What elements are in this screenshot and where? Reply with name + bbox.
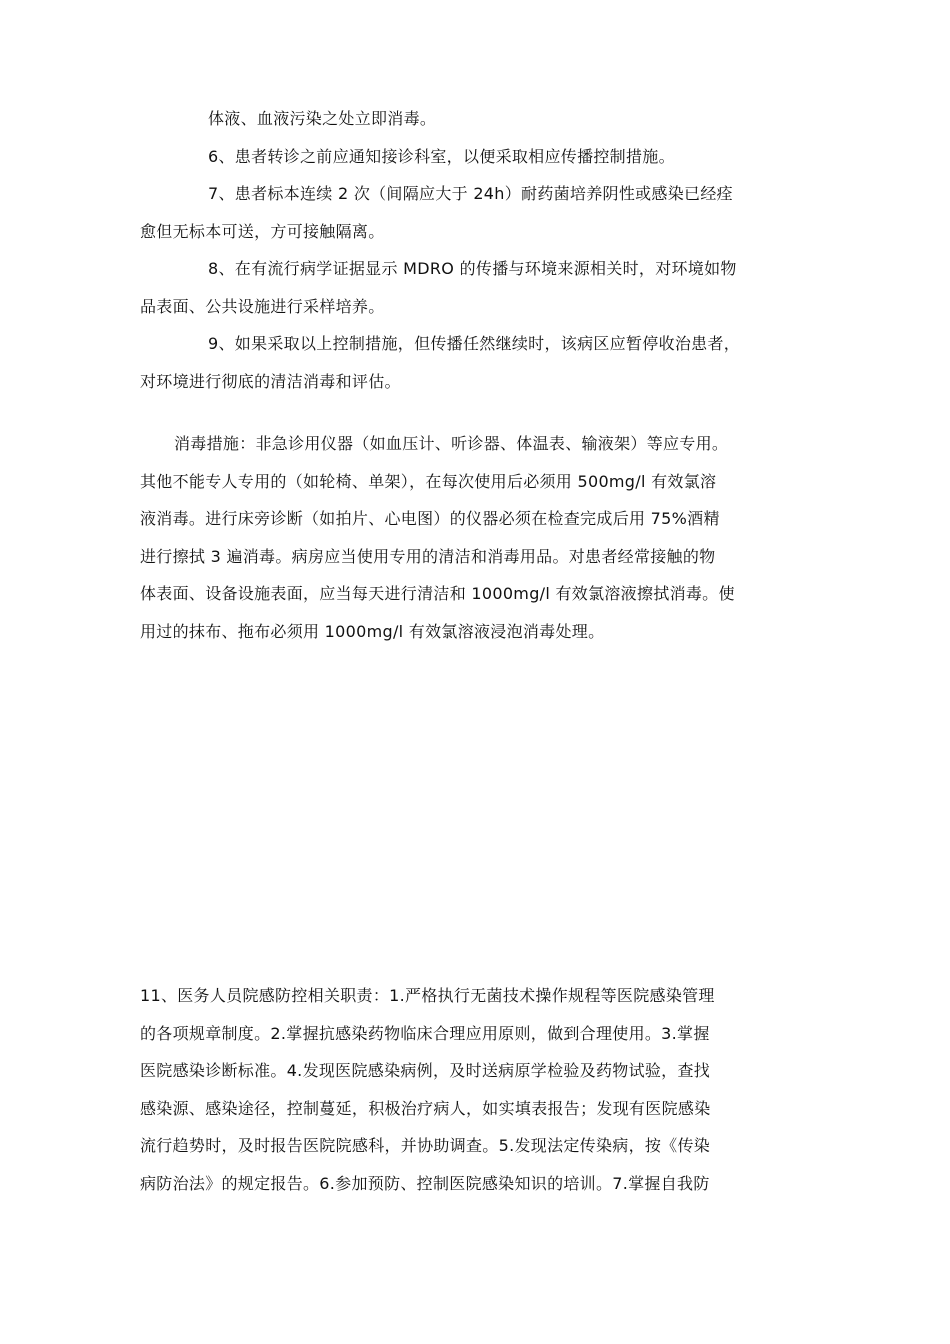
text-line: 用过的抹布、拖布必须用 1000mg/l 有效氯溶液浸泡消毒处理。 bbox=[140, 621, 605, 641]
staff-responsibilities-paragraph bbox=[140, 977, 830, 1202]
text-line: 愈但无标本可送，方可接触隔离。 bbox=[140, 221, 385, 241]
text-line: 对环境进行彻底的清洁消毒和评估。 bbox=[140, 371, 401, 391]
list-item-9: 9、如果采取以上控制措施，但传播任然继续时，该病区应暂停收治患者， bbox=[208, 334, 741, 353]
text-line: 液消毒。进行床旁诊断（如拍片、心电图）的仪器必须在检查完成后用 75%酒精 bbox=[140, 509, 720, 528]
text-line: 体表面、设备设施表面，应当每天进行清洁和 1000mg/l 有效氯溶液擦拭消毒。使 bbox=[140, 584, 735, 603]
text-line: 其他不能专人专用的（如轮椅、单架），在每次使用后必须用 500mg/l 有效氯溶 bbox=[140, 471, 717, 491]
text-line: 病防治法》的规定报告。6.参加预防、控制医院感染知识的培训。7.掌握自我防 bbox=[140, 1173, 710, 1193]
text-line: 感染源、感染途径，控制蔓延，积极治疗病人，如实填表报告；发现有医院感染 bbox=[140, 1098, 711, 1118]
text-line: 体液、血液污染之处立即消毒。 bbox=[208, 109, 437, 128]
text-line: 11、医务人员院感防控相关职责：1.严格执行无菌技术操作规程等医院感染管理 bbox=[140, 986, 715, 1005]
mdro-control-list bbox=[140, 100, 830, 400]
list-item-6: 6、患者转诊之前应通知接诊科室，以便采取相应传播控制措施。 bbox=[208, 146, 675, 166]
text-line: 消毒措施：非急诊用仪器（如血压计、听诊器、体温表、输液架）等应专用。 bbox=[174, 434, 729, 453]
disinfection-measures-paragraph bbox=[140, 425, 830, 650]
text-line: 的各项规章制度。2.掌握抗感染药物临床合理应用原则，做到合理使用。3.掌握 bbox=[140, 1023, 710, 1043]
list-item-7: 7、患者标本连续 2 次（间隔应大于 24h）耐药菌培养阴性或感染已经痊 bbox=[208, 184, 733, 203]
text-line: 进行擦拭 3 遍消毒。病房应当使用专用的清洁和消毒用品。对患者经常接触的物 bbox=[140, 546, 716, 566]
text-line: 流行趋势时，及时报告医院院感科，并协助调查。5.发现法定传染病，按《传染 bbox=[140, 1136, 711, 1155]
text-line: 品表面、公共设施进行采样培养。 bbox=[140, 296, 385, 316]
text-line: 医院感染诊断标准。4.发现医院感染病例，及时送病原学检验及药物试验，查找 bbox=[140, 1061, 711, 1080]
list-item-8: 8、在有流行病学证据显示 MDRO 的传播与环境来源相关时，对环境如物 bbox=[208, 259, 737, 278]
